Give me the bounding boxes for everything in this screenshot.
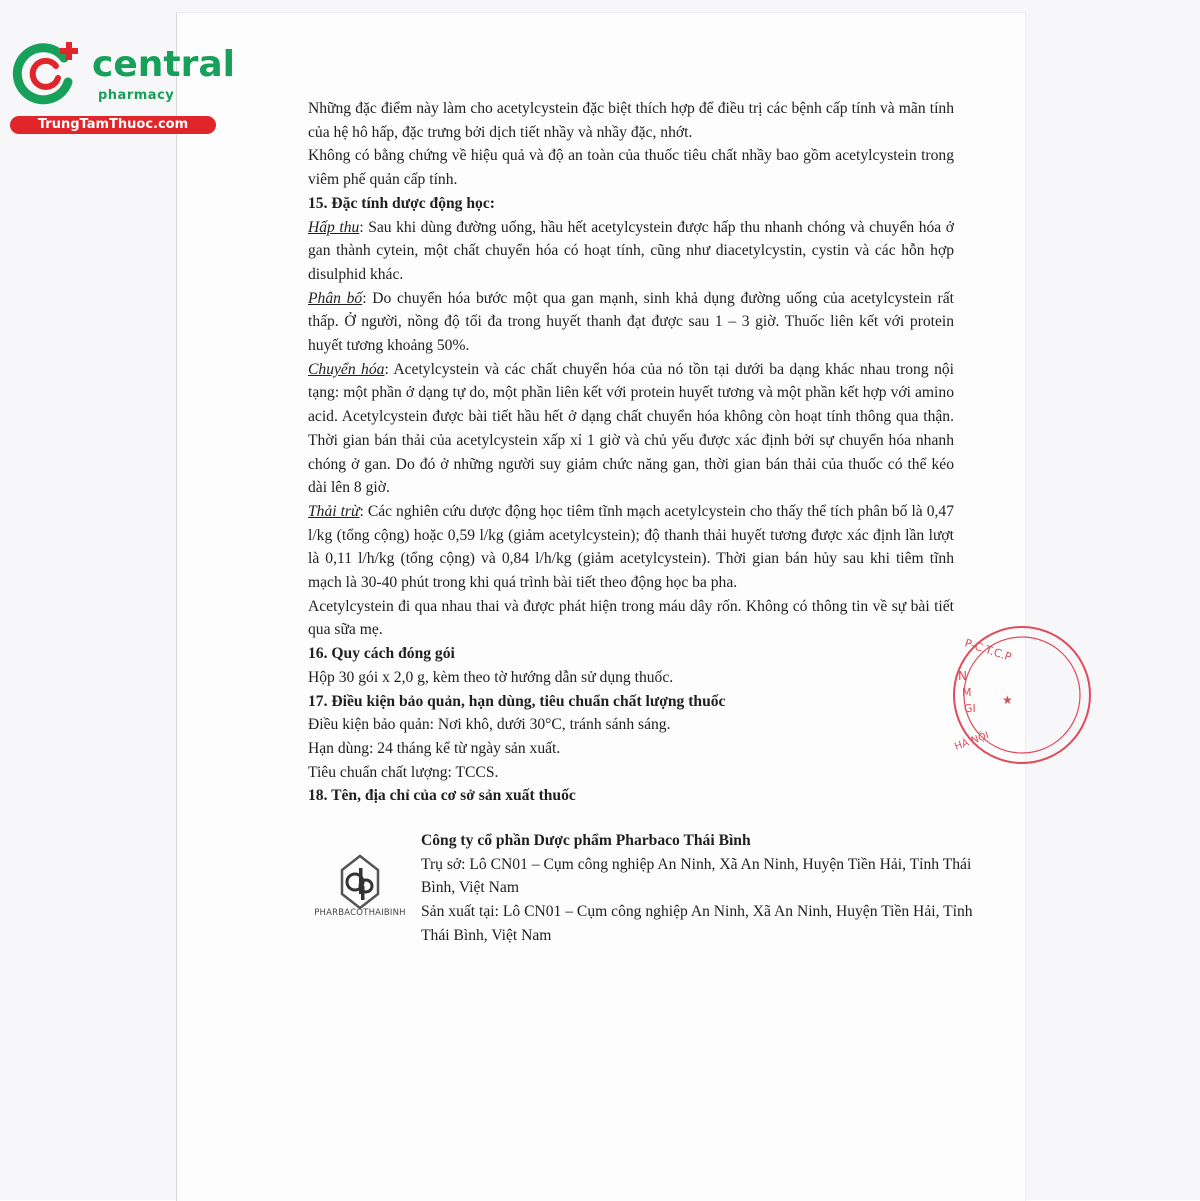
svg-text:P-C.T.C.P: P-C.T.C.P [963,636,1013,664]
company-headquarters: Trụ sở: Lô CN01 – Cụm công nghiệp An Ninh, Xã An Ninh, Huyện Tiền Hải, Tỉnh Thái Bình, Việt Nam [421,855,972,897]
standard-text: Tiêu chuẩn chất lượng: TCCS. [308,763,499,781]
brand-name: central [92,44,235,85]
company-name: Công ty cổ phần Dược phẩm Pharbaco Thái Bình [421,832,751,849]
storage-text: Điều kiện bảo quản: Nơi khô, dưới 30°C, tránh sánh sáng. [308,716,671,734]
brand-site: TrungTamThuoc.com [10,116,216,134]
section-15-title: 15. Đặc tính dược động học: [308,194,495,212]
pharbaco-logo-icon [312,852,408,932]
excretion-label: Thải trừ [308,502,360,520]
absorption-label: Hấp thu [308,218,360,236]
section-18-title: 18. Tên, địa chỉ của cơ sở sản xuất thuốc [308,787,576,805]
metabolism-label: Chuyển hóa [308,360,385,378]
distribution-text: : Do chuyển hóa bước một qua gan mạnh, sinh khả dụng đường uống của acetylcystein rất thấp. Ở người, nồng độ tối đa trong huyết thanh đạt được sau 1 – 3 giờ. Thuốc liên kết với protein huyết tương khoảng 50%. [308,289,954,355]
section-16-title: 16. Quy cách đóng gói [308,645,455,663]
company-factory: Sản xuất tại: Lô CN01 – Cụm công nghiệp An Ninh, Xã An Ninh, Huyện Tiền Hải, Tỉnh Thái Bình, Việt Nam [421,903,973,944]
paragraph-placenta: Acetylcystein đi qua nhau thai và được phát hiện trong máu dây rốn. Không có thông tin về sự bài tiết qua sữa mẹ. [308,597,954,639]
svg-text:GI: GI [964,702,976,715]
svg-text:HÀ NỘI: HÀ NỘI [953,730,991,753]
leaflet-content [308,97,954,808]
central-pharmacy-logo-icon [12,38,82,108]
svg-text:N: N [958,669,967,683]
svg-text:M: M [962,686,972,699]
central-pharmacy-watermark [8,36,235,136]
paragraph-excretion [308,500,954,595]
paragraph-metabolism [308,358,954,500]
metabolism-text: : Acetylcystein và các chất chuyển hóa của nó tồn tại dưới ba dạng khác nhau trong nội tạng: một phần ở dạng tự do, một phần liên kết với protein huyết tương và một phần kết hợp với amino acid. Acetylcystein được bài tiết hầu hết ở dạng chất chuyển hóa không còn hoạt tính thông qua thận. Thời gian bán thải của acetylcystein xấp xỉ 1 giờ và chủ yếu được xác định bởi sự chuyển hóa nhanh chóng ở gan. Do đó ở những người suy giảm chức năng gan, thời gian bán thải của thuốc có thể kéo dài lên 8 giờ. [308,360,954,497]
section-17-title: 17. Điều kiện bảo quản, hạn dùng, tiêu chuẩn chất lượng thuốc [308,692,726,710]
red-seal-stamp-icon [950,620,1013,770]
manufacturer-info [421,829,1001,948]
distribution-label: Phân bố [308,289,363,307]
expiry-text: Hạn dùng: 24 tháng kể từ ngày sản xuất. [308,739,561,757]
paragraph-suitability: Những đặc điểm này làm cho acetylcystein đặc biệt thích hợp để điều trị các bệnh cấp tính và mãn tính của hệ hô hấp, đặc trưng bởi dịch tiết nhầy và nhầy đặc, nhớt. [308,100,954,141]
svg-text:★: ★ [1002,693,1013,707]
absorption-text: : Sau khi dùng đường uống, hầu hết acetylcystein được hấp thu nhanh chóng và chuyển hóa ở gan thành cytein, một chất chuyển hóa có hoạt tính, cũng như diacetylcystin, cystin và các hỗn hợp disulphid khác. [308,218,954,283]
excretion-text: : Các nghiên cứu dược động học tiêm tĩnh mạch acetylcystein cho thấy thể tích phân bố là 0,47 l/kg (tổng cộng) hoặc 0,59 l/kg (giảm acetylcystein); độ thanh thải huyết tương được xác định lần lượt là 0,11 l/h/kg (tổng cộng) và 0,84 l/h/kg (giảm acetylcystein). Thời gian bán hủy sau khi tiêm tĩnh mạch là 30-40 phút trong khi quá trình bài tiết theo động học ba pha. [308,502,954,592]
pharbaco-logo-text: PHARBACOTHAIBINH [314,908,406,918]
paragraph-evidence: Không có bằng chứng về hiệu quả và độ an toàn của thuốc tiêu chất nhầy bao gồm acetylcystein trong viêm phế quản cấp tính. [308,147,954,189]
paragraph-distribution [308,287,954,358]
paragraph-absorption [308,216,954,287]
brand-subtitle: pharmacy [98,88,175,103]
packaging-text: Hộp 30 gói x 2,0 g, kèm theo tờ hướng dẫn sử dụng thuốc. [308,668,674,686]
